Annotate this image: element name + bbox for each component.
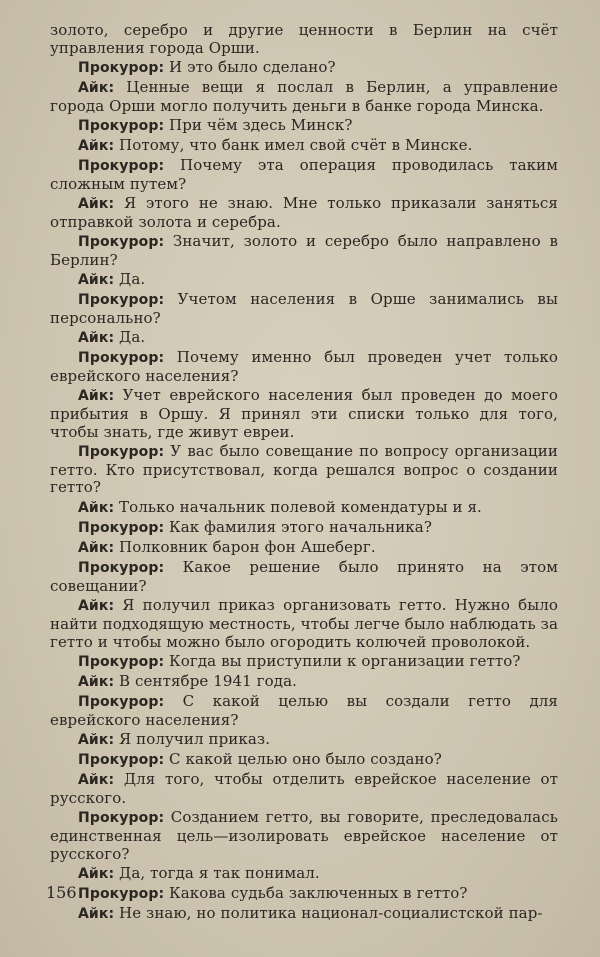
- paragraph-text: Созданием гетто, вы говорите, преследовалась единственная цель—изолировать еврейское население от русского?: [50, 808, 558, 863]
- speaker-label: Прокурор:: [78, 59, 165, 76]
- paragraph-text: С какой целью вы создали гетто для еврейского населения?: [50, 692, 558, 729]
- speaker-label: Прокурор:: [78, 443, 165, 460]
- transcript-paragraph: [50, 233, 558, 269]
- speaker-label: Айк:: [78, 272, 115, 289]
- transcript-paragraph: [50, 865, 558, 884]
- speaker-label: Айк:: [78, 196, 115, 213]
- paragraph-text: золото, серебро и другие ценности в Берлин на счёт управления города Орши.: [50, 21, 558, 57]
- speaker-label: Прокурор:: [78, 118, 165, 135]
- paragraph-text: Учетом населения в Орше занимались вы персонально?: [50, 290, 558, 328]
- page-body-text: [50, 22, 558, 924]
- speaker-label: Прокурор:: [78, 292, 165, 309]
- paragraph-text: Да.: [119, 328, 146, 347]
- transcript-paragraph: [50, 117, 558, 136]
- paragraph-text: Полковник барон фон Ашеберг.: [119, 537, 376, 556]
- transcript-paragraph: [50, 771, 558, 807]
- speaker-label: Прокурор:: [78, 519, 165, 536]
- speaker-label: Прокурор:: [78, 158, 165, 175]
- transcript-paragraph: [50, 653, 558, 672]
- speaker-label: Прокурор:: [78, 810, 165, 827]
- speaker-label: Айк:: [78, 80, 115, 97]
- transcript-paragraph: [50, 559, 558, 595]
- paragraph-text: Когда вы приступили к организации гетто?: [169, 651, 521, 670]
- paragraph-text: Я этого не знаю. Мне только приказали заняться отправкой золота и серебра.: [50, 194, 558, 232]
- paragraph-text: Какова судьба заключенных в гетто?: [169, 884, 468, 903]
- paragraph-text: Я получил приказ организовать гетто. Нужно было найти подходящую местность, чтобы легче было наблюдать за гетто и чтобы можно было огородить колючей проволокой.: [50, 596, 559, 651]
- paragraph-text: Не знаю, но политика национал-социалистской пар-: [119, 904, 543, 923]
- paragraph-text: Ценные вещи я послал в Берлин, а управление города Орши могло получить деньги в банке города Минска.: [50, 78, 559, 115]
- transcript-paragraph: [50, 349, 558, 385]
- transcript-paragraph: [50, 22, 558, 57]
- transcript-paragraph: [50, 271, 558, 290]
- page-number: 156: [46, 883, 77, 902]
- transcript-paragraph: [50, 195, 558, 231]
- speaker-label: Айк:: [78, 865, 115, 882]
- transcript-paragraph: [50, 59, 558, 78]
- paragraph-text: Учет еврейского населения был проведен до моего прибытия в Оршу. Я принял эти списки только для того, чтобы знать, где живут евреи.: [50, 386, 558, 441]
- transcript-paragraph: [50, 809, 558, 863]
- paragraph-text: Да.: [119, 270, 146, 289]
- transcript-paragraph: [50, 137, 558, 156]
- transcript-paragraph: [50, 387, 558, 441]
- speaker-label: Айк:: [78, 598, 115, 615]
- speaker-label: Айк:: [78, 673, 115, 690]
- transcript-paragraph: [50, 291, 558, 327]
- transcript-paragraph: [50, 499, 558, 518]
- speaker-label: Прокурор:: [78, 886, 165, 903]
- speaker-label: Айк:: [78, 772, 115, 789]
- paragraph-text: Как фамилия этого начальника?: [169, 517, 432, 536]
- paragraph-text: Для того, чтобы отделить еврейское население от русского.: [50, 770, 559, 808]
- speaker-label: Айк:: [78, 732, 115, 749]
- speaker-label: Айк:: [78, 539, 115, 556]
- paragraph-text: С какой целью оно было создано?: [169, 750, 442, 769]
- paragraph-text: Да, тогда я так понимал.: [119, 863, 320, 882]
- speaker-label: Прокурор:: [78, 694, 165, 711]
- transcript-paragraph: [50, 597, 558, 651]
- speaker-label: Прокурор:: [78, 234, 165, 251]
- transcript-paragraph: [50, 329, 558, 348]
- transcript-paragraph: [50, 519, 558, 538]
- transcript-paragraph: [50, 905, 558, 924]
- transcript-paragraph: [50, 443, 558, 497]
- paragraph-text: Какое решение было принято на этом совещании?: [50, 558, 558, 595]
- transcript-paragraph: [50, 79, 558, 115]
- paragraph-text: У вас было совещание по вопросу организации гетто. Кто присутствовал, когда решался вопрос о создании гетто?: [50, 441, 558, 497]
- transcript-paragraph: [50, 157, 558, 193]
- paragraph-text: В сентябре 1941 года.: [119, 671, 298, 690]
- paragraph-text: Я получил приказ.: [119, 730, 271, 749]
- paragraph-text: Потому, что банк имел свой счёт в Минске.: [119, 136, 473, 155]
- transcript-paragraph: [50, 539, 558, 558]
- paragraph-text: И это было сделано?: [169, 57, 336, 76]
- transcript-paragraph: [50, 673, 558, 692]
- speaker-label: Прокурор:: [78, 653, 165, 670]
- paragraph-text: Значит, золото и серебро было направлено в Берлин?: [50, 232, 558, 269]
- transcript-paragraph: [50, 885, 558, 904]
- speaker-label: Айк:: [78, 138, 115, 155]
- speaker-label: Айк:: [78, 330, 115, 347]
- paragraph-text: Почему именно был проведен учет только еврейского населения?: [50, 348, 559, 386]
- transcript-paragraph: [50, 751, 558, 770]
- speaker-label: Айк:: [78, 906, 115, 923]
- transcript-paragraph: [50, 731, 558, 750]
- speaker-label: Прокурор:: [78, 560, 165, 577]
- paragraph-text: Только начальник полевой комендатуры и я.: [119, 497, 482, 516]
- paragraph-text: При чём здесь Минск?: [169, 116, 353, 135]
- speaker-label: Прокурор:: [78, 350, 165, 367]
- speaker-label: Айк:: [78, 388, 115, 405]
- speaker-label: Прокурор:: [78, 752, 165, 769]
- speaker-label: Айк:: [78, 499, 115, 516]
- transcript-paragraph: [50, 693, 558, 729]
- paragraph-text: Почему эта операция проводилась таким сложным путем?: [50, 156, 558, 194]
